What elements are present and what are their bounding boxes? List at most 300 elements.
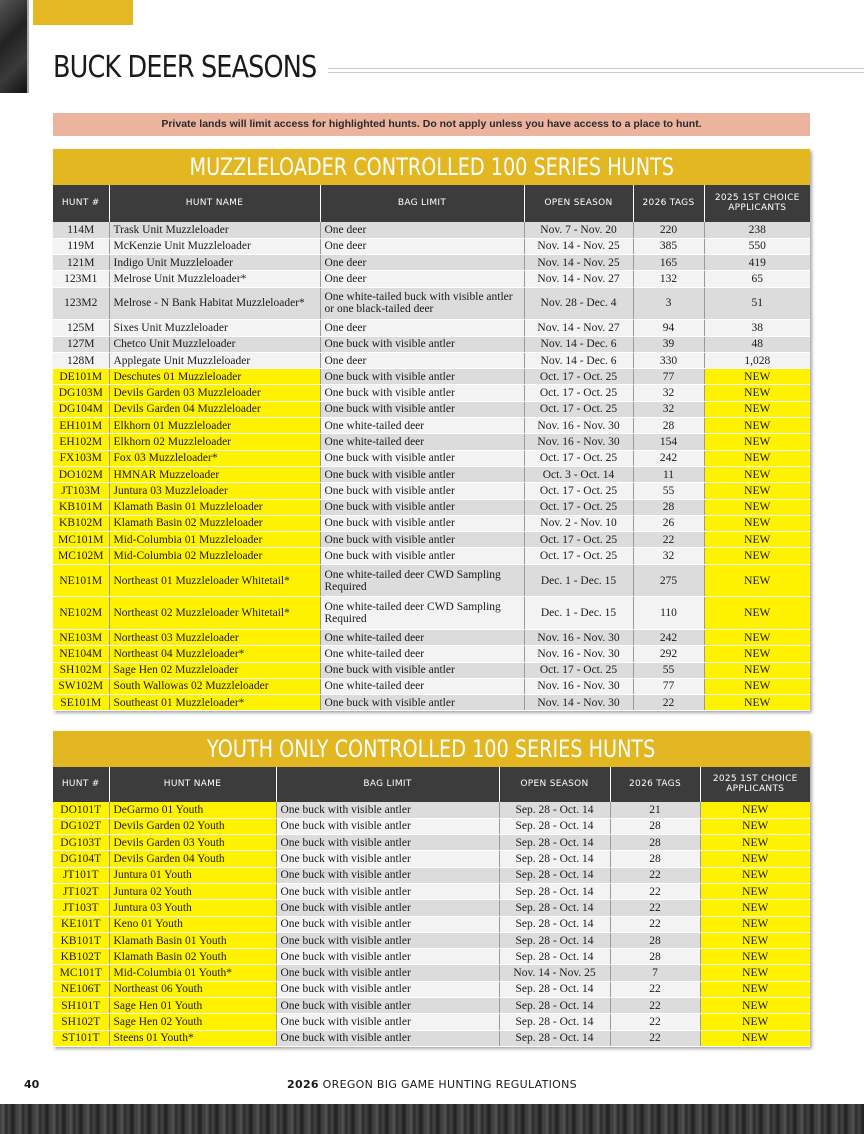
col-hunt-name: HUNT NAME — [109, 767, 276, 802]
table-row — [53, 998, 810, 1014]
hunt-name-cell: Sage Hen 01 Youth — [109, 998, 276, 1014]
table-row — [53, 629, 810, 645]
youth-table — [53, 731, 810, 1047]
table-row — [53, 466, 810, 482]
col-applicants — [700, 767, 810, 802]
tags-cell: 22 — [610, 1014, 700, 1030]
table-row — [53, 483, 810, 499]
youth-header-row — [53, 767, 810, 802]
bag-limit-cell: One buck with visible antler — [276, 981, 499, 997]
hunt-name-cell: Southeast 01 Muzzleloader* — [109, 695, 320, 711]
tags-cell: 110 — [633, 597, 704, 630]
table-row — [53, 271, 810, 287]
applicants-cell: NEW — [704, 564, 810, 597]
table-row — [53, 678, 810, 694]
tags-cell: 21 — [610, 802, 700, 818]
open-season-cell: Oct. 17 - Oct. 25 — [524, 483, 633, 499]
open-season-cell: Nov. 2 - Nov. 10 — [524, 515, 633, 531]
bag-limit-cell: One buck with visible antler — [276, 965, 499, 981]
bag-limit-cell: One buck with visible antler — [320, 369, 524, 385]
bag-limit-cell: One buck with visible antler — [276, 1030, 499, 1046]
bag-limit-cell: One buck with visible antler — [276, 867, 499, 883]
open-season-cell: Oct. 17 - Oct. 25 — [524, 369, 633, 385]
hunt-name-cell: Klamath Basin 02 Youth — [109, 949, 276, 965]
bag-limit-cell: One buck with visible antler — [276, 802, 499, 818]
bag-limit-cell: One buck with visible antler — [320, 532, 524, 548]
table-row — [53, 499, 810, 515]
tags-cell: 330 — [633, 352, 704, 368]
hunt-number-cell: KB102M — [53, 515, 109, 531]
tags-cell: 55 — [633, 483, 704, 499]
muzzleloader-table-body — [53, 222, 810, 711]
bag-limit-cell: One white-tailed deer — [320, 629, 524, 645]
open-season-cell: Nov. 7 - Nov. 20 — [524, 222, 633, 238]
bag-limit-cell: One buck with visible antler — [320, 515, 524, 531]
hunt-number-cell: DO101T — [53, 802, 109, 818]
bag-limit-cell: One deer — [320, 352, 524, 368]
tags-cell: 22 — [610, 981, 700, 997]
open-season-cell: Sep. 28 - Oct. 14 — [499, 900, 610, 916]
hunt-number-cell: KE101T — [53, 916, 109, 932]
hunt-name-cell: Juntura 03 Muzzleloader — [109, 483, 320, 499]
tags-cell: 28 — [610, 851, 700, 867]
table-row — [53, 802, 810, 818]
bag-limit-cell: One buck with visible antler — [276, 932, 499, 948]
bag-limit-cell: One buck with visible antler — [276, 900, 499, 916]
hunt-number-cell: SH101T — [53, 998, 109, 1014]
hunt-name-cell: Applegate Unit Muzzleloader — [109, 352, 320, 368]
open-season-cell: Nov. 16 - Nov. 30 — [524, 646, 633, 662]
tags-cell: 77 — [633, 369, 704, 385]
applicants-cell: NEW — [700, 867, 810, 883]
bag-limit-cell: One deer — [320, 222, 524, 238]
table-row — [53, 851, 810, 867]
hunt-number-cell: NE101M — [53, 564, 109, 597]
table-row — [53, 352, 810, 368]
applicants-cell: NEW — [704, 483, 810, 499]
tags-cell: 28 — [610, 818, 700, 834]
footer-year: 2026 — [287, 1078, 319, 1091]
hunt-number-cell: MC101M — [53, 532, 109, 548]
applicants-cell: NEW — [704, 499, 810, 515]
applicants-cell: NEW — [700, 965, 810, 981]
tags-cell: 28 — [633, 499, 704, 515]
tags-cell: 3 — [633, 287, 704, 320]
open-season-cell: Sep. 28 - Oct. 14 — [499, 998, 610, 1014]
tags-cell: 22 — [610, 998, 700, 1014]
open-season-cell: Sep. 28 - Oct. 14 — [499, 851, 610, 867]
hunt-number-cell: DG104M — [53, 401, 109, 417]
table-row — [53, 255, 810, 271]
open-season-cell: Oct. 17 - Oct. 25 — [524, 450, 633, 466]
applicants-cell: NEW — [704, 597, 810, 630]
hunt-name-cell: Devils Garden 04 Youth — [109, 851, 276, 867]
bag-limit-cell: One buck with visible antler — [320, 662, 524, 678]
table-row — [53, 532, 810, 548]
bag-limit-cell: One buck with visible antler — [320, 401, 524, 417]
open-season-cell: Nov. 14 - Nov. 27 — [524, 320, 633, 336]
applicants-cell: NEW — [704, 646, 810, 662]
open-season-cell: Nov. 14 - Dec. 6 — [524, 352, 633, 368]
hunt-name-cell: Klamath Basin 01 Youth — [109, 932, 276, 948]
open-season-cell: Oct. 17 - Oct. 25 — [524, 499, 633, 515]
tags-cell: 11 — [633, 466, 704, 482]
hunt-number-cell: FX103M — [53, 450, 109, 466]
bag-limit-cell: One white-tailed buck with visible antler or one black-tailed deer — [320, 287, 524, 320]
table-row — [53, 1030, 810, 1046]
hunt-name-cell: Indigo Unit Muzzleloader — [109, 255, 320, 271]
tags-cell: 7 — [610, 965, 700, 981]
hunt-number-cell: 121M — [53, 255, 109, 271]
col-applicants-line1: 2025 1ST CHOICE — [714, 192, 800, 203]
hunt-number-cell: JT101T — [53, 867, 109, 883]
table-row — [53, 597, 810, 630]
hunt-name-cell: Melrose - N Bank Habitat Muzzleloader* — [109, 287, 320, 320]
table-row — [53, 900, 810, 916]
hunt-number-cell: MC102M — [53, 548, 109, 564]
hunt-name-cell: Klamath Basin 01 Muzzleloader — [109, 499, 320, 515]
tags-cell: 292 — [633, 646, 704, 662]
bag-limit-cell: One buck with visible antler — [320, 385, 524, 401]
tags-cell: 28 — [610, 835, 700, 851]
title-rule — [328, 68, 864, 73]
open-season-cell: Nov. 14 - Nov. 30 — [524, 695, 633, 711]
open-season-cell: Oct. 17 - Oct. 25 — [524, 548, 633, 564]
applicants-cell: NEW — [704, 385, 810, 401]
open-season-cell: Sep. 28 - Oct. 14 — [499, 949, 610, 965]
hunt-number-cell: DG104T — [53, 851, 109, 867]
table-row — [53, 883, 810, 899]
hunt-name-cell: Deschutes 01 Muzzleloader — [109, 369, 320, 385]
applicants-cell: NEW — [700, 981, 810, 997]
applicants-cell: 1,028 — [704, 352, 810, 368]
applicants-cell: NEW — [704, 532, 810, 548]
tags-cell: 275 — [633, 564, 704, 597]
hunt-name-cell: Melrose Unit Muzzleloader* — [109, 271, 320, 287]
hunt-name-cell: Sixes Unit Muzzleloader — [109, 320, 320, 336]
table-row — [53, 949, 810, 965]
table-row — [53, 434, 810, 450]
applicants-cell: NEW — [700, 883, 810, 899]
applicants-cell: NEW — [704, 678, 810, 694]
open-season-cell: Oct. 17 - Oct. 25 — [524, 532, 633, 548]
corner-decoration — [0, 0, 27, 93]
hunt-number-cell: SW102M — [53, 678, 109, 694]
hunt-name-cell: South Wallowas 02 Muzzleloader — [109, 678, 320, 694]
open-season-cell: Oct. 17 - Oct. 25 — [524, 385, 633, 401]
tags-cell: 28 — [610, 949, 700, 965]
open-season-cell: Oct. 17 - Oct. 25 — [524, 401, 633, 417]
table-row — [53, 222, 810, 238]
applicants-cell: 419 — [704, 255, 810, 271]
hunt-number-cell: SH102M — [53, 662, 109, 678]
open-season-cell: Sep. 28 - Oct. 14 — [499, 818, 610, 834]
hunt-number-cell: JT103M — [53, 483, 109, 499]
bag-limit-cell: One buck with visible antler — [276, 818, 499, 834]
applicants-cell: NEW — [704, 401, 810, 417]
open-season-cell: Sep. 28 - Oct. 14 — [499, 835, 610, 851]
hunt-name-cell: Juntura 02 Youth — [109, 883, 276, 899]
bag-limit-cell: One deer — [320, 238, 524, 254]
hunt-number-cell: 123M1 — [53, 271, 109, 287]
col-hunt-number: HUNT # — [53, 185, 109, 222]
open-season-cell: Sep. 28 - Oct. 14 — [499, 916, 610, 932]
footer-publication: OREGON BIG GAME HUNTING REGULATIONS — [318, 1078, 577, 1091]
open-season-cell: Sep. 28 - Oct. 14 — [499, 1014, 610, 1030]
applicants-cell: NEW — [700, 916, 810, 932]
applicants-cell: 38 — [704, 320, 810, 336]
hunt-name-cell: Sage Hen 02 Youth — [109, 1014, 276, 1030]
hunt-name-cell: Northeast 03 Muzzleloader — [109, 629, 320, 645]
hunt-number-cell: 127M — [53, 336, 109, 352]
applicants-cell: 48 — [704, 336, 810, 352]
table-row — [53, 662, 810, 678]
open-season-cell: Nov. 14 - Nov. 25 — [524, 255, 633, 271]
applicants-cell: NEW — [700, 932, 810, 948]
footer-texture — [0, 1104, 864, 1134]
applicants-cell: NEW — [700, 851, 810, 867]
tags-cell: 39 — [633, 336, 704, 352]
hunt-number-cell: MC101T — [53, 965, 109, 981]
hunt-name-cell: Fox 03 Muzzleloader* — [109, 450, 320, 466]
hunt-number-cell: SE101M — [53, 695, 109, 711]
tags-cell: 242 — [633, 450, 704, 466]
bag-limit-cell: One buck with visible antler — [320, 450, 524, 466]
tags-cell: 22 — [610, 1030, 700, 1046]
private-lands-warning: Private lands will limit access for highlighted hunts. Do not apply unless you have access to a place to hunt. — [53, 113, 810, 136]
applicants-cell: NEW — [704, 662, 810, 678]
open-season-cell: Sep. 28 - Oct. 14 — [499, 1030, 610, 1046]
gold-tab — [33, 0, 133, 25]
table-row — [53, 916, 810, 932]
applicants-cell: 65 — [704, 271, 810, 287]
tags-cell: 32 — [633, 385, 704, 401]
bag-limit-cell: One buck with visible antler — [276, 883, 499, 899]
tags-cell: 22 — [610, 883, 700, 899]
bag-limit-cell: One buck with visible antler — [320, 466, 524, 482]
table-row — [53, 932, 810, 948]
hunt-number-cell: DG103M — [53, 385, 109, 401]
hunt-name-cell: Northeast 01 Muzzleloader Whitetail* — [109, 564, 320, 597]
bag-limit-cell: One deer — [320, 255, 524, 271]
open-season-cell: Sep. 28 - Oct. 14 — [499, 883, 610, 899]
bag-limit-cell: One white-tailed deer CWD Sampling Required — [320, 564, 524, 597]
col-applicants-line1: 2025 1ST CHOICE — [712, 773, 798, 784]
open-season-cell: Nov. 14 - Nov. 25 — [499, 965, 610, 981]
table-row — [53, 320, 810, 336]
bag-limit-cell: One deer — [320, 271, 524, 287]
applicants-cell: NEW — [704, 434, 810, 450]
hunt-name-cell: HMNAR Muzzeloader — [109, 466, 320, 482]
tags-cell: 28 — [633, 418, 704, 434]
hunt-name-cell: Northeast 02 Muzzleloader Whitetail* — [109, 597, 320, 630]
bag-limit-cell: One white-tailed deer — [320, 678, 524, 694]
tags-cell: 22 — [610, 900, 700, 916]
muzzleloader-heading-text: MUZZLELOADER CONTROLLED 100 SERIES HUNTS — [189, 153, 674, 181]
tags-cell: 220 — [633, 222, 704, 238]
applicants-cell: NEW — [704, 548, 810, 564]
bag-limit-cell: One buck with visible antler — [276, 949, 499, 965]
hunt-number-cell: DG102T — [53, 818, 109, 834]
hunt-number-cell: DG103T — [53, 835, 109, 851]
applicants-cell: NEW — [704, 450, 810, 466]
hunt-number-cell: EH101M — [53, 418, 109, 434]
hunt-number-cell: KB102T — [53, 949, 109, 965]
corner-divider — [27, 0, 29, 93]
table-row — [53, 238, 810, 254]
muzzleloader-header-row — [53, 185, 810, 222]
applicants-cell: NEW — [704, 695, 810, 711]
table-row — [53, 564, 810, 597]
table-row — [53, 646, 810, 662]
applicants-cell: NEW — [700, 1014, 810, 1030]
applicants-cell: NEW — [700, 900, 810, 916]
tags-cell: 32 — [633, 401, 704, 417]
hunt-name-cell: Steens 01 Youth* — [109, 1030, 276, 1046]
hunt-number-cell: NE103M — [53, 629, 109, 645]
bag-limit-cell: One white-tailed deer CWD Sampling Required — [320, 597, 524, 630]
hunt-name-cell: McKenzie Unit Muzzleloader — [109, 238, 320, 254]
table-row — [53, 401, 810, 417]
footer-title — [0, 1078, 864, 1091]
table-row — [53, 385, 810, 401]
hunt-name-cell: Juntura 01 Youth — [109, 867, 276, 883]
hunt-number-cell: DO102M — [53, 466, 109, 482]
hunt-name-cell: Mid-Columbia 01 Muzzleloader — [109, 532, 320, 548]
tags-cell: 165 — [633, 255, 704, 271]
bag-limit-cell: One buck with visible antler — [276, 998, 499, 1014]
hunt-name-cell: Devils Garden 02 Youth — [109, 818, 276, 834]
table-row — [53, 336, 810, 352]
col-applicants-line2: APPLICANTS — [728, 202, 787, 213]
hunt-name-cell: Devils Garden 04 Muzzleloader — [109, 401, 320, 417]
hunt-name-cell: Northeast 06 Youth — [109, 981, 276, 997]
hunt-name-cell: Chetco Unit Muzzleloader — [109, 336, 320, 352]
bag-limit-cell: One buck with visible antler — [276, 835, 499, 851]
table-row — [53, 418, 810, 434]
open-season-cell: Sep. 28 - Oct. 14 — [499, 802, 610, 818]
hunt-name-cell: Mid-Columbia 01 Youth* — [109, 965, 276, 981]
table-row — [53, 818, 810, 834]
bag-limit-cell: One buck with visible antler — [276, 851, 499, 867]
hunt-name-cell: Elkhorn 01 Muzzleloader — [109, 418, 320, 434]
hunt-number-cell: 114M — [53, 222, 109, 238]
tags-cell: 94 — [633, 320, 704, 336]
youth-table-heading — [53, 731, 810, 767]
hunt-name-cell: Northeast 04 Muzzleloader* — [109, 646, 320, 662]
table-row — [53, 965, 810, 981]
hunt-number-cell: ST101T — [53, 1030, 109, 1046]
applicants-cell: NEW — [704, 466, 810, 482]
open-season-cell: Nov. 16 - Nov. 30 — [524, 678, 633, 694]
col-bag-limit: BAG LIMIT — [320, 185, 524, 222]
tags-cell: 22 — [610, 916, 700, 932]
applicants-cell: NEW — [700, 949, 810, 965]
applicants-cell: 238 — [704, 222, 810, 238]
muzzleloader-table-heading — [53, 149, 810, 185]
applicants-cell: 51 — [704, 287, 810, 320]
applicants-cell: NEW — [704, 515, 810, 531]
youth-table-body — [53, 802, 810, 1046]
open-season-cell: Nov. 14 - Nov. 27 — [524, 271, 633, 287]
col-hunt-name: HUNT NAME — [109, 185, 320, 222]
table-row — [53, 1014, 810, 1030]
hunt-name-cell: Sage Hen 02 Muzzleloader — [109, 662, 320, 678]
hunt-number-cell: NE106T — [53, 981, 109, 997]
bag-limit-cell: One deer — [320, 320, 524, 336]
hunt-number-cell: 128M — [53, 352, 109, 368]
applicants-cell: NEW — [700, 818, 810, 834]
youth-heading-text: YOUTH ONLY CONTROLLED 100 SERIES HUNTS — [207, 735, 656, 763]
col-tags: 2026 TAGS — [633, 185, 704, 222]
bag-limit-cell: One white-tailed deer — [320, 418, 524, 434]
applicants-cell: NEW — [700, 998, 810, 1014]
hunt-name-cell: Devils Garden 03 Muzzleloader — [109, 385, 320, 401]
tags-cell: 242 — [633, 629, 704, 645]
muzzleloader-table — [53, 149, 810, 711]
table-row — [53, 867, 810, 883]
tags-cell: 26 — [633, 515, 704, 531]
open-season-cell: Nov. 16 - Nov. 30 — [524, 434, 633, 450]
tags-cell: 132 — [633, 271, 704, 287]
hunt-name-cell: Trask Unit Muzzleloader — [109, 222, 320, 238]
tags-cell: 55 — [633, 662, 704, 678]
bag-limit-cell: One buck with visible antler — [276, 916, 499, 932]
hunt-name-cell: Mid-Columbia 02 Muzzleloader — [109, 548, 320, 564]
open-season-cell: Nov. 16 - Nov. 30 — [524, 418, 633, 434]
page-title: BUCK DEER SEASONS — [53, 50, 317, 85]
bag-limit-cell: One buck with visible antler — [320, 483, 524, 499]
open-season-cell: Nov. 28 - Dec. 4 — [524, 287, 633, 320]
applicants-cell: NEW — [704, 418, 810, 434]
table-row — [53, 981, 810, 997]
tags-cell: 28 — [610, 932, 700, 948]
col-tags: 2026 TAGS — [610, 767, 700, 802]
hunt-number-cell: DE101M — [53, 369, 109, 385]
hunt-number-cell: JT102T — [53, 883, 109, 899]
table-row — [53, 450, 810, 466]
col-open-season: OPEN SEASON — [499, 767, 610, 802]
table-row — [53, 369, 810, 385]
open-season-cell: Dec. 1 - Dec. 15 — [524, 597, 633, 630]
table-row — [53, 515, 810, 531]
bag-limit-cell: One buck with visible antler — [320, 695, 524, 711]
hunt-name-cell: DeGarmo 01 Youth — [109, 802, 276, 818]
open-season-cell: Sep. 28 - Oct. 14 — [499, 981, 610, 997]
open-season-cell: Dec. 1 - Dec. 15 — [524, 564, 633, 597]
col-applicants — [704, 185, 810, 222]
hunt-number-cell: NE102M — [53, 597, 109, 630]
hunt-name-cell: Klamath Basin 02 Muzzleloader — [109, 515, 320, 531]
applicants-cell: NEW — [700, 835, 810, 851]
hunt-number-cell: NE104M — [53, 646, 109, 662]
page-number: 40 — [24, 1078, 40, 1091]
tags-cell: 154 — [633, 434, 704, 450]
applicants-cell: NEW — [700, 802, 810, 818]
hunt-number-cell: SH102T — [53, 1014, 109, 1030]
bag-limit-cell: One buck with visible antler — [276, 1014, 499, 1030]
applicants-cell: NEW — [704, 369, 810, 385]
open-season-cell: Sep. 28 - Oct. 14 — [499, 932, 610, 948]
bag-limit-cell: One buck with visible antler — [320, 548, 524, 564]
applicants-cell: 550 — [704, 238, 810, 254]
tags-cell: 22 — [610, 867, 700, 883]
open-season-cell: Oct. 17 - Oct. 25 — [524, 662, 633, 678]
applicants-cell: NEW — [704, 629, 810, 645]
hunt-number-cell: 119M — [53, 238, 109, 254]
hunt-number-cell: KB101M — [53, 499, 109, 515]
hunt-name-cell: Juntura 03 Youth — [109, 900, 276, 916]
